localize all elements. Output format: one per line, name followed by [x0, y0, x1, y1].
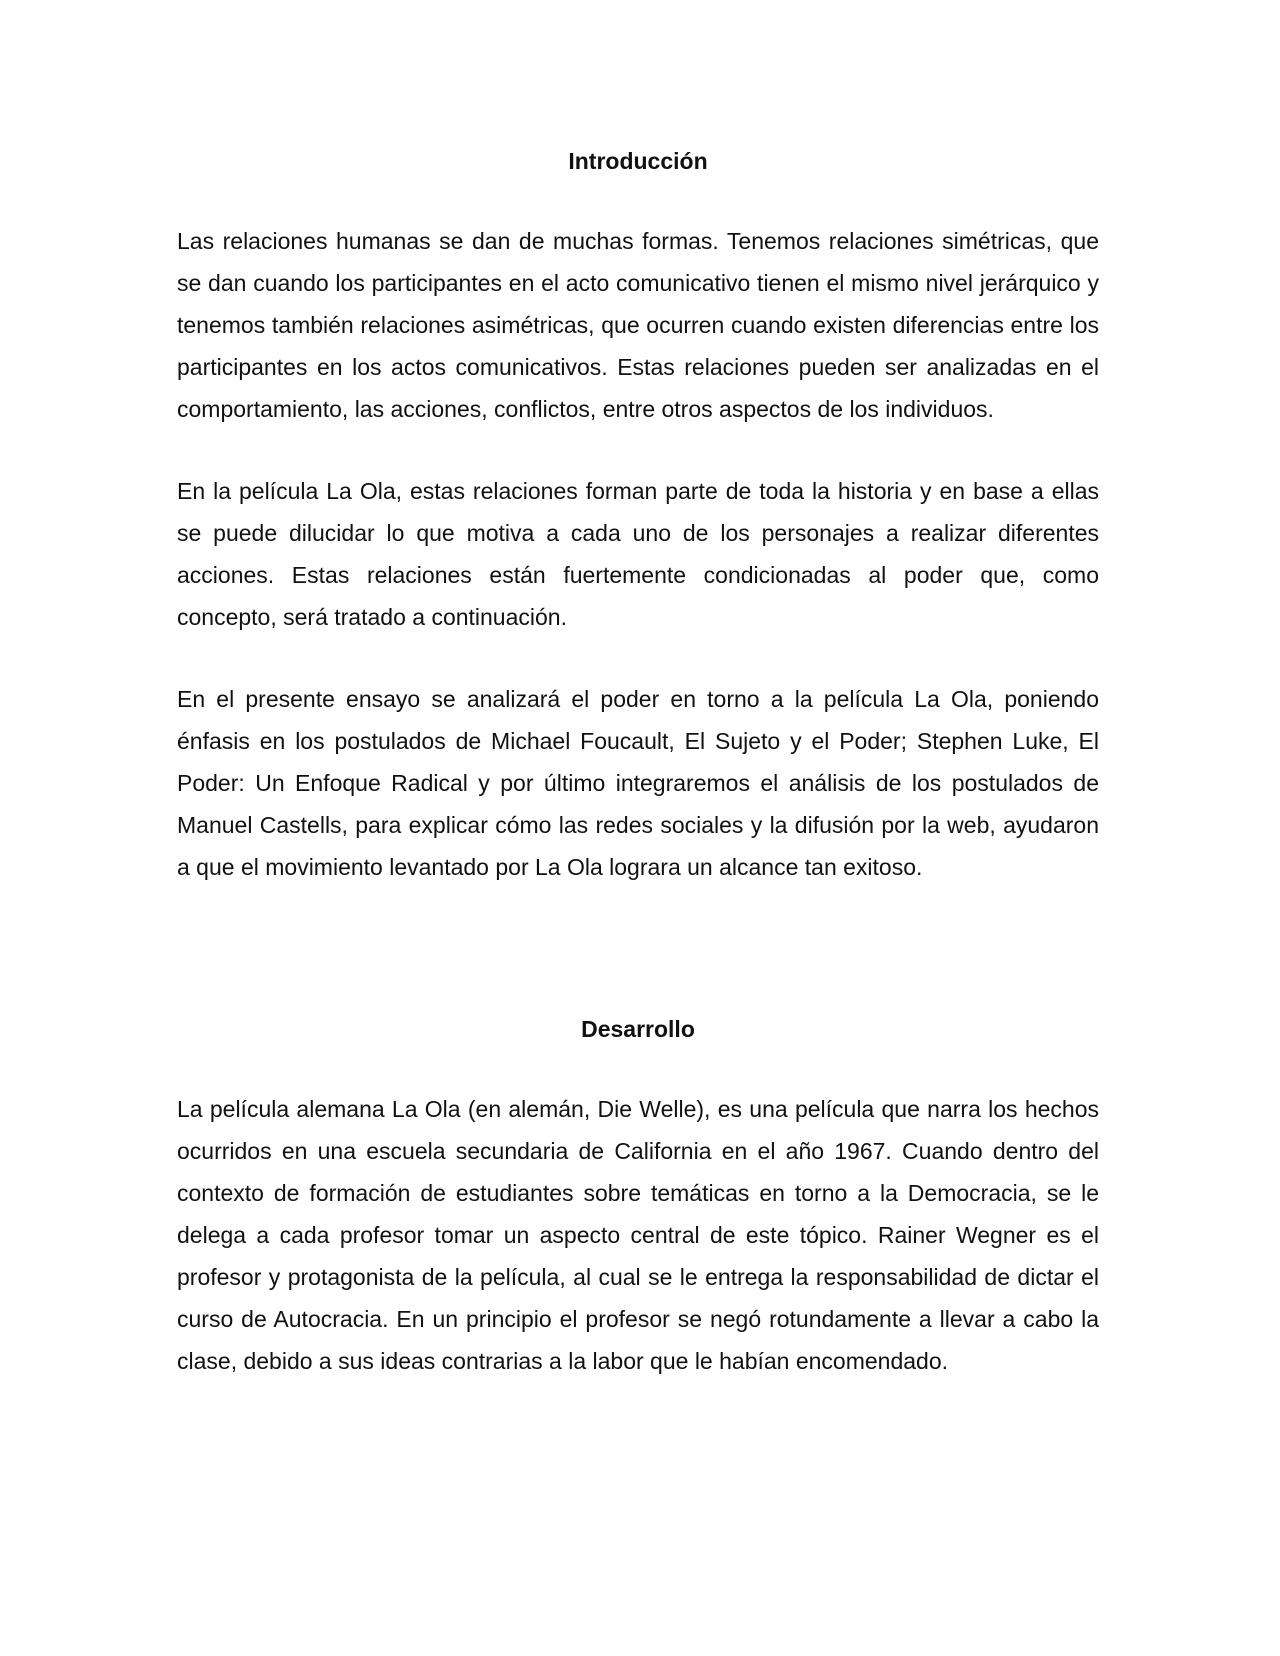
introduction-paragraph-2: En la película La Ola, estas relaciones forman parte de toda la historia y en base a ellas se puede dilucidar lo que motiva a cada uno de los personajes a realizar diferentes acciones. Estas relaciones están fuertemente condicionadas al poder que, como concepto, será tratado a continuación.	[177, 478, 1099, 630]
document-content	[177, 140, 1099, 1382]
development-title: Desarrollo	[581, 1016, 695, 1042]
development-paragraph-1: La película alemana La Ola (en alemán, Die Welle), es una película que narra los hechos ocurridos en una escuela secundaria de California en el año 1967. Cuando dentro del contexto de formación de estudiantes sobre temáticas en torno a la Democracia, se le delega a cada profesor tomar un aspecto central de este tópico. Rainer Wegner es el profesor y protagonista de la película, al cual se le entrega la responsabilidad de dictar el curso de Autocracia. En un principio el profesor se negó rotundamente a llevar a cabo la clase, debido a sus ideas contrarias a la labor que le habían encomendado.	[177, 1096, 1099, 1374]
introduction-title: Introducción	[568, 148, 708, 174]
introduction-paragraph-1: Las relaciones humanas se dan de muchas formas. Tenemos relaciones simétricas, que se dan cuando los participantes en el acto comunicativo tienen el mismo nivel jerárquico y tenemos también relaciones asimétricas, que ocurren cuando existen diferencias entre los participantes en los actos comunicativos. Estas relaciones pueden ser analizadas en el comportamiento, las acciones, conflictos, entre otros aspectos de los individuos.	[177, 228, 1099, 422]
introduction-paragraph-3: En el presente ensayo se analizará el poder en torno a la película La Ola, poniendo énfasis en los postulados de Michael Foucault, El Sujeto y el Poder; Stephen Luke, El Poder: Un Enfoque Radical y por último integraremos el análisis de los postulados de Manuel Castells, para explicar cómo las redes sociales y la difusión por la web, ayudaron a que el movimiento levantado por La Ola lograra un alcance tan exitoso.	[177, 686, 1099, 880]
